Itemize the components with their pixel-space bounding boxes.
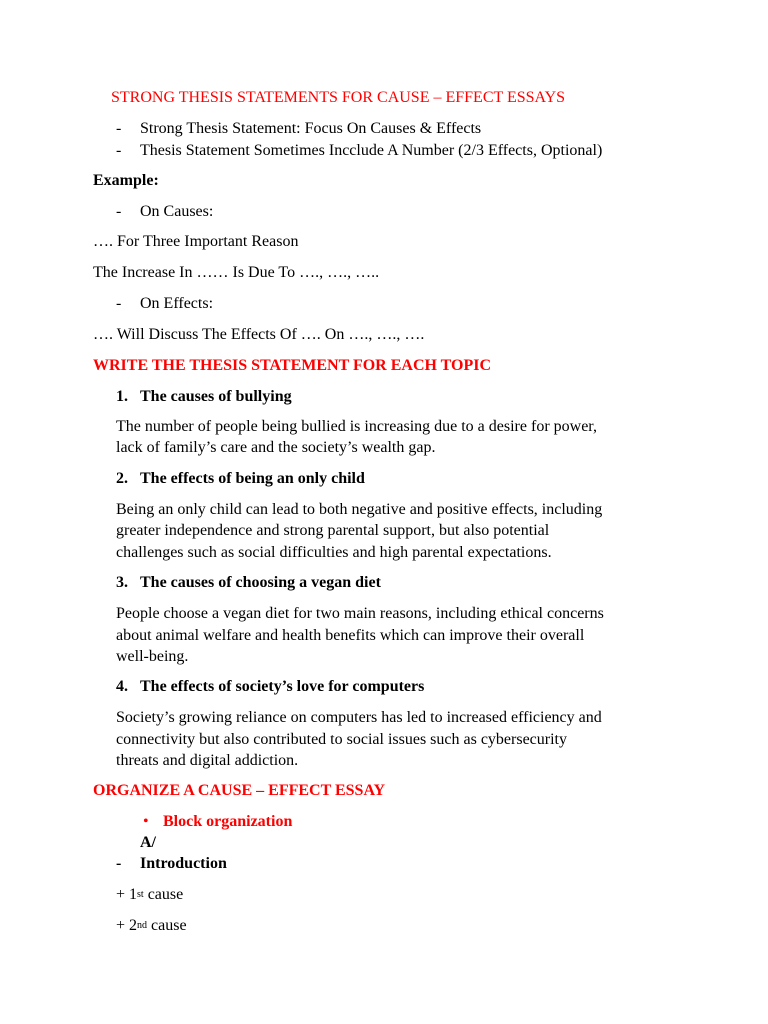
topic-number: 2. [116, 470, 128, 487]
topic-heading: The effects of being an only child [140, 470, 365, 487]
document-title: STRONG THESIS STATEMENTS FOR CAUSE – EFFECT ESSAYS [111, 89, 566, 106]
section-heading-organize: ORGANIZE A CAUSE – EFFECT ESSAY [93, 782, 386, 799]
ordinal-suffix: nd [137, 920, 148, 931]
topic-answer-line: Society’s growing reliance on computers has led to increased efficiency and [116, 709, 602, 726]
cause-prefix: + 2 [116, 917, 138, 934]
intro-bullet-text: Strong Thesis Statement: Focus On Causes & Effects [140, 120, 482, 137]
topic-answer-line: Being an only child can lead to both negative and positive effects, including [116, 501, 603, 518]
topic-answer-line: about animal welfare and health benefits which can improve their overall [116, 627, 585, 644]
dash-marker: - [116, 295, 122, 312]
topic-answer-line: challenges such as social difficulties and high parental expectations. [116, 544, 552, 561]
section-heading-thesis: WRITE THE THESIS STATEMENT FOR EACH TOPIC [93, 357, 492, 374]
topic-heading: The effects of society’s love for computers [140, 678, 425, 695]
topic-answer-line: The number of people being bullied is increasing due to a desire for power, [116, 418, 597, 435]
topic-answer-line: lack of family’s care and the society’s wealth gap. [116, 439, 436, 456]
block-organization-label: Block organization [163, 813, 293, 830]
introduction-label: Introduction [140, 855, 227, 872]
topic-answer-line: well-being. [116, 648, 189, 665]
causes-template-line: The Increase In …… Is Due To …., …., ….. [93, 264, 380, 281]
dash-marker: - [116, 855, 122, 872]
topic-answer-line: connectivity but also contributed to social issues such as cybersecurity [116, 731, 567, 748]
cause-item [116, 916, 187, 936]
effects-template-line: …. Will Discuss The Effects Of …. On …., …., …. [93, 326, 425, 343]
on-effects-text: On Effects: [140, 295, 214, 312]
intro-bullet-text: Thesis Statement Sometimes Incclude A Number (2/3 Effects, Optional) [140, 142, 603, 159]
ordinal-suffix: st [137, 889, 144, 900]
topic-number: 1. [116, 388, 128, 405]
causes-template-line: …. For Three Important Reason [93, 233, 299, 250]
cause-label: cause [147, 917, 187, 934]
topic-answer-line: People choose a vegan diet for two main reasons, including ethical concerns [116, 605, 604, 622]
topic-heading: The causes of bullying [140, 388, 292, 405]
cause-prefix: + 1 [116, 886, 138, 903]
dash-marker: - [116, 142, 122, 159]
dash-marker: - [116, 120, 122, 137]
bullet-icon: • [143, 813, 149, 830]
topic-number: 3. [116, 574, 128, 591]
part-a-label: A/ [140, 834, 156, 851]
on-causes-text: On Causes: [140, 203, 214, 220]
cause-item [116, 885, 183, 905]
example-label: Example: [93, 172, 159, 189]
topic-answer-line: greater independence and strong parental support, but also potential [116, 522, 550, 539]
topic-heading: The causes of choosing a vegan diet [140, 574, 381, 591]
topic-answer-line: threats and digital addiction. [116, 752, 299, 769]
cause-label: cause [143, 886, 184, 903]
dash-marker: - [116, 203, 122, 220]
topic-number: 4. [116, 678, 128, 695]
